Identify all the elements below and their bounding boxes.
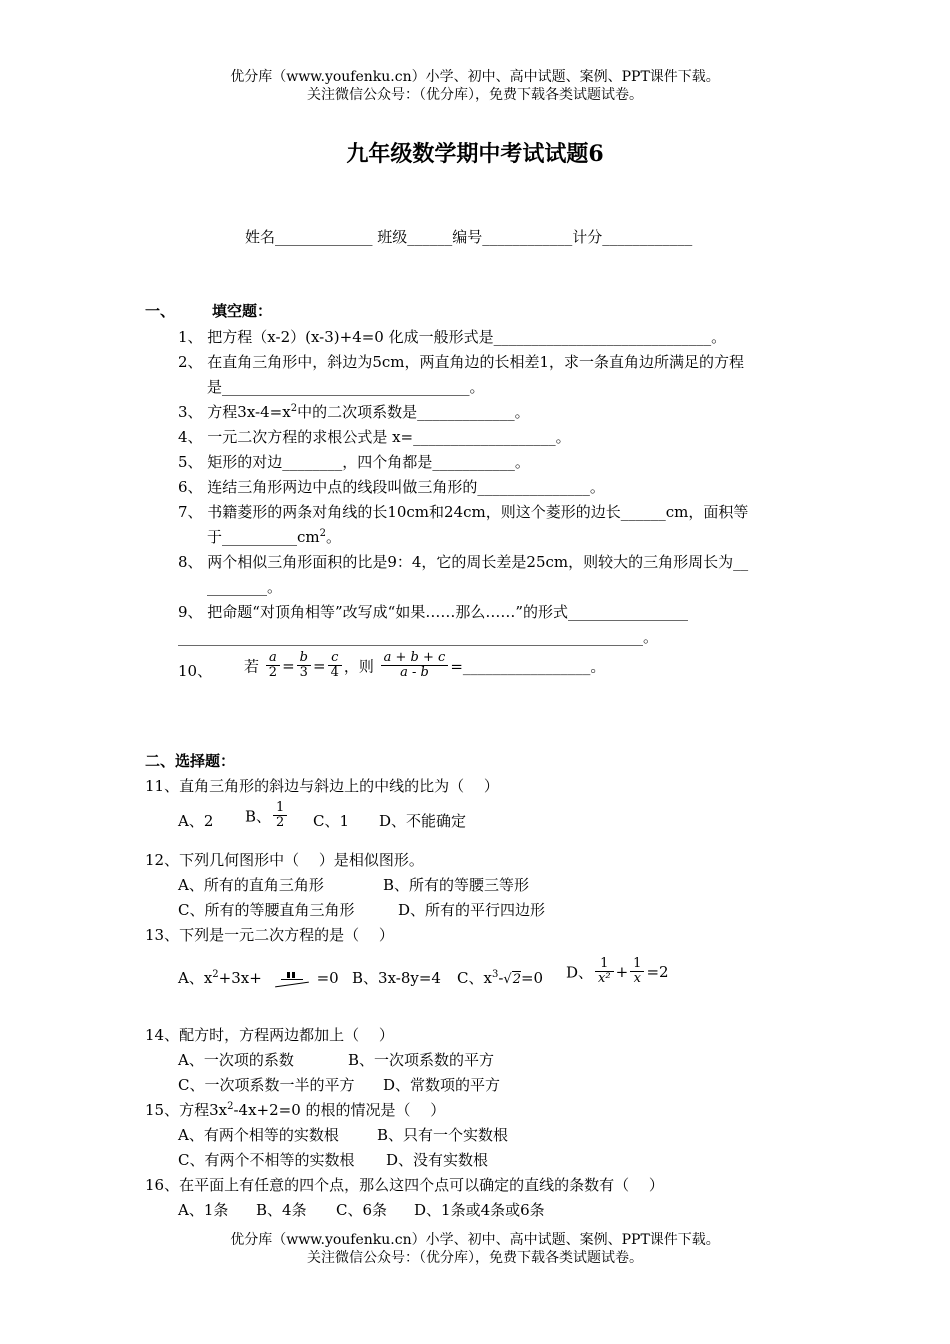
question-15-option-d: D、没有实数根 (386, 1151, 489, 1169)
question-11-option-c: C、1 (313, 812, 350, 830)
question-15: 15、方程$3x^2-4x+2=0$ 的根的情况是（ ） (145, 1101, 446, 1119)
question-15-option-a: A、有两个相等的实数根 (178, 1126, 339, 1144)
question-13: 13、下列是一元二次方程的是（ ） (145, 926, 394, 944)
question-16-option-d: D、1条或4条或6条 (414, 1201, 545, 1219)
question-13-option-c: C、$x^3-√2=0$ (457, 969, 544, 987)
header-line-1: 优分库（www.youfenku.cn）小学、初中、高中试题、案例、PPT课件下载。 (230, 69, 720, 85)
question-15-option-c: C、有两个不相等的实数根 (178, 1151, 355, 1169)
sqrt-symbol: √2 (503, 972, 521, 987)
footer-line-1: 优分库（www.youfenku.cn）小学、初中、高中试题、案例、PPT课件下载。 (230, 1232, 720, 1248)
question-12-option-b: B、所有的等腰三等形 (383, 876, 530, 894)
section2-heading: 二、选择题： (145, 752, 236, 770)
question-13-option-a: A、$x^2+3x+$ =0 (178, 969, 339, 987)
question-14-option-a: A、一次项的系数 (178, 1051, 294, 1069)
question-8-line-2: ________。 (207, 578, 283, 596)
question-8-line-1: 8、 两个相似三角形面积的比是9：4，它的周长差是25cm，则较大的三角形周长为__ (178, 553, 749, 571)
question-12: 12、下列几何图形中（ ）是相似图形。 (145, 851, 424, 869)
question-7-line-1: 7、 书籍菱形的两条对角线的长10cm和24cm，则这个菱形的边长______cm，面积等 (178, 503, 749, 521)
question-12-option-c: C、所有的等腰直角三角形 (178, 901, 355, 919)
question-11-option-a: A、2 (178, 812, 214, 830)
question-15-option-b: B、只有一个实数根 (377, 1126, 509, 1144)
question-14-option-b: B、一次项系数的平方 (348, 1051, 495, 1069)
question-14: 14、配方时，方程两边都加上（ ） (145, 1026, 394, 1044)
fraction-b-over-3: $\frac{b}{3}$ (297, 651, 311, 681)
question-16: 16、在平面上有任意的四个点，那么这四个点可以确定的直线的条数有（ ） (145, 1176, 664, 1194)
garbled-formula-graphic (273, 972, 311, 986)
student-info-line: 姓名_____________ 班级______编号____________计分____________ (245, 228, 693, 246)
section1-heading: 填空题： (212, 302, 273, 320)
question-11: 11、直角三角形的斜边与斜边上的中线的比为（ ） (145, 777, 499, 795)
question-7-line-2: 于$\_\_\_\_\_\_\_\_\_\_cm^2$。 (207, 528, 342, 546)
fraction-sum-over-diff: $\frac{a + b + c}{a - b}$ (381, 651, 449, 681)
question-12-option-a: A、所有的直角三角形 (178, 876, 324, 894)
question-12-option-d: D、所有的平行四边形 (398, 901, 546, 919)
page-title: 九年级数学期中考试试题6 (346, 141, 604, 167)
question-5: 5、 矩形的对边________，四个角都是___________。 (178, 453, 530, 471)
question-11-option-d: D、不能确定 (379, 812, 467, 830)
question-14-option-c: C、一次项系数一半的平方 (178, 1076, 355, 1094)
header-line-2: 关注微信公众号：（优分库），免费下载各类试题试卷。 (307, 87, 643, 103)
question-2-line-2: 是_________________________________。 (207, 378, 485, 396)
section1-number: 一、 (145, 302, 176, 320)
fraction-c-over-4: $\frac{c}{4}$ (328, 651, 342, 681)
footer-line-2: 关注微信公众号：（优分库），免费下载各类试题试卷。 (307, 1250, 643, 1266)
question-9-line-1: 9、 把命题“对顶角相等”改写成“如果……那么……”的形式________________ (178, 603, 688, 621)
question-13-option-b: B、3x-8y=4 (352, 969, 441, 987)
question-16-option-a: A、1条 (178, 1201, 229, 1219)
question-16-option-c: C、6条 (336, 1201, 388, 1219)
fraction-a-over-2: $\frac{a}{2}$ (266, 651, 280, 681)
question-1: 1、 把方程（x-2）(x-3)+4=0 化成一般形式是_____________________________。 (178, 328, 727, 346)
question-2-line-1: 2、 在直角三角形中，斜边为5cm，两直角边的长相差1，求一条直角边所满足的方程 (178, 353, 745, 371)
question-13-option-d: D、 $\frac{1}{\text{x²}}$ + $\frac{1}{x}$ =2 (566, 956, 669, 987)
question-10-number: 10、 (178, 662, 213, 680)
question-11-option-b: B、 $\frac{1}{2}$ (245, 801, 289, 831)
question-4: 4、 一元二次方程的求根公式是 x=___________________。 (178, 428, 571, 446)
question-14-option-d: D、常数项的平方 (383, 1076, 501, 1094)
question-9-line-2: ______________________________________________________________。 (178, 628, 659, 646)
question-16-option-b: B、4条 (256, 1201, 307, 1219)
question-6: 6、 连结三角形两边中点的线段叫做三角形的_______________。 (178, 478, 605, 496)
question-10-expression: 若 $\frac{a}{2}$ = $\frac{b}{3}$ = $\frac{c}{4}$ ，则 $\frac{a + b + c}{a - b}$ =_________________。 (244, 650, 606, 681)
question-3: 3、 方程$3x-4=x^2$中的二次项系数是_____________。 (178, 403, 530, 421)
